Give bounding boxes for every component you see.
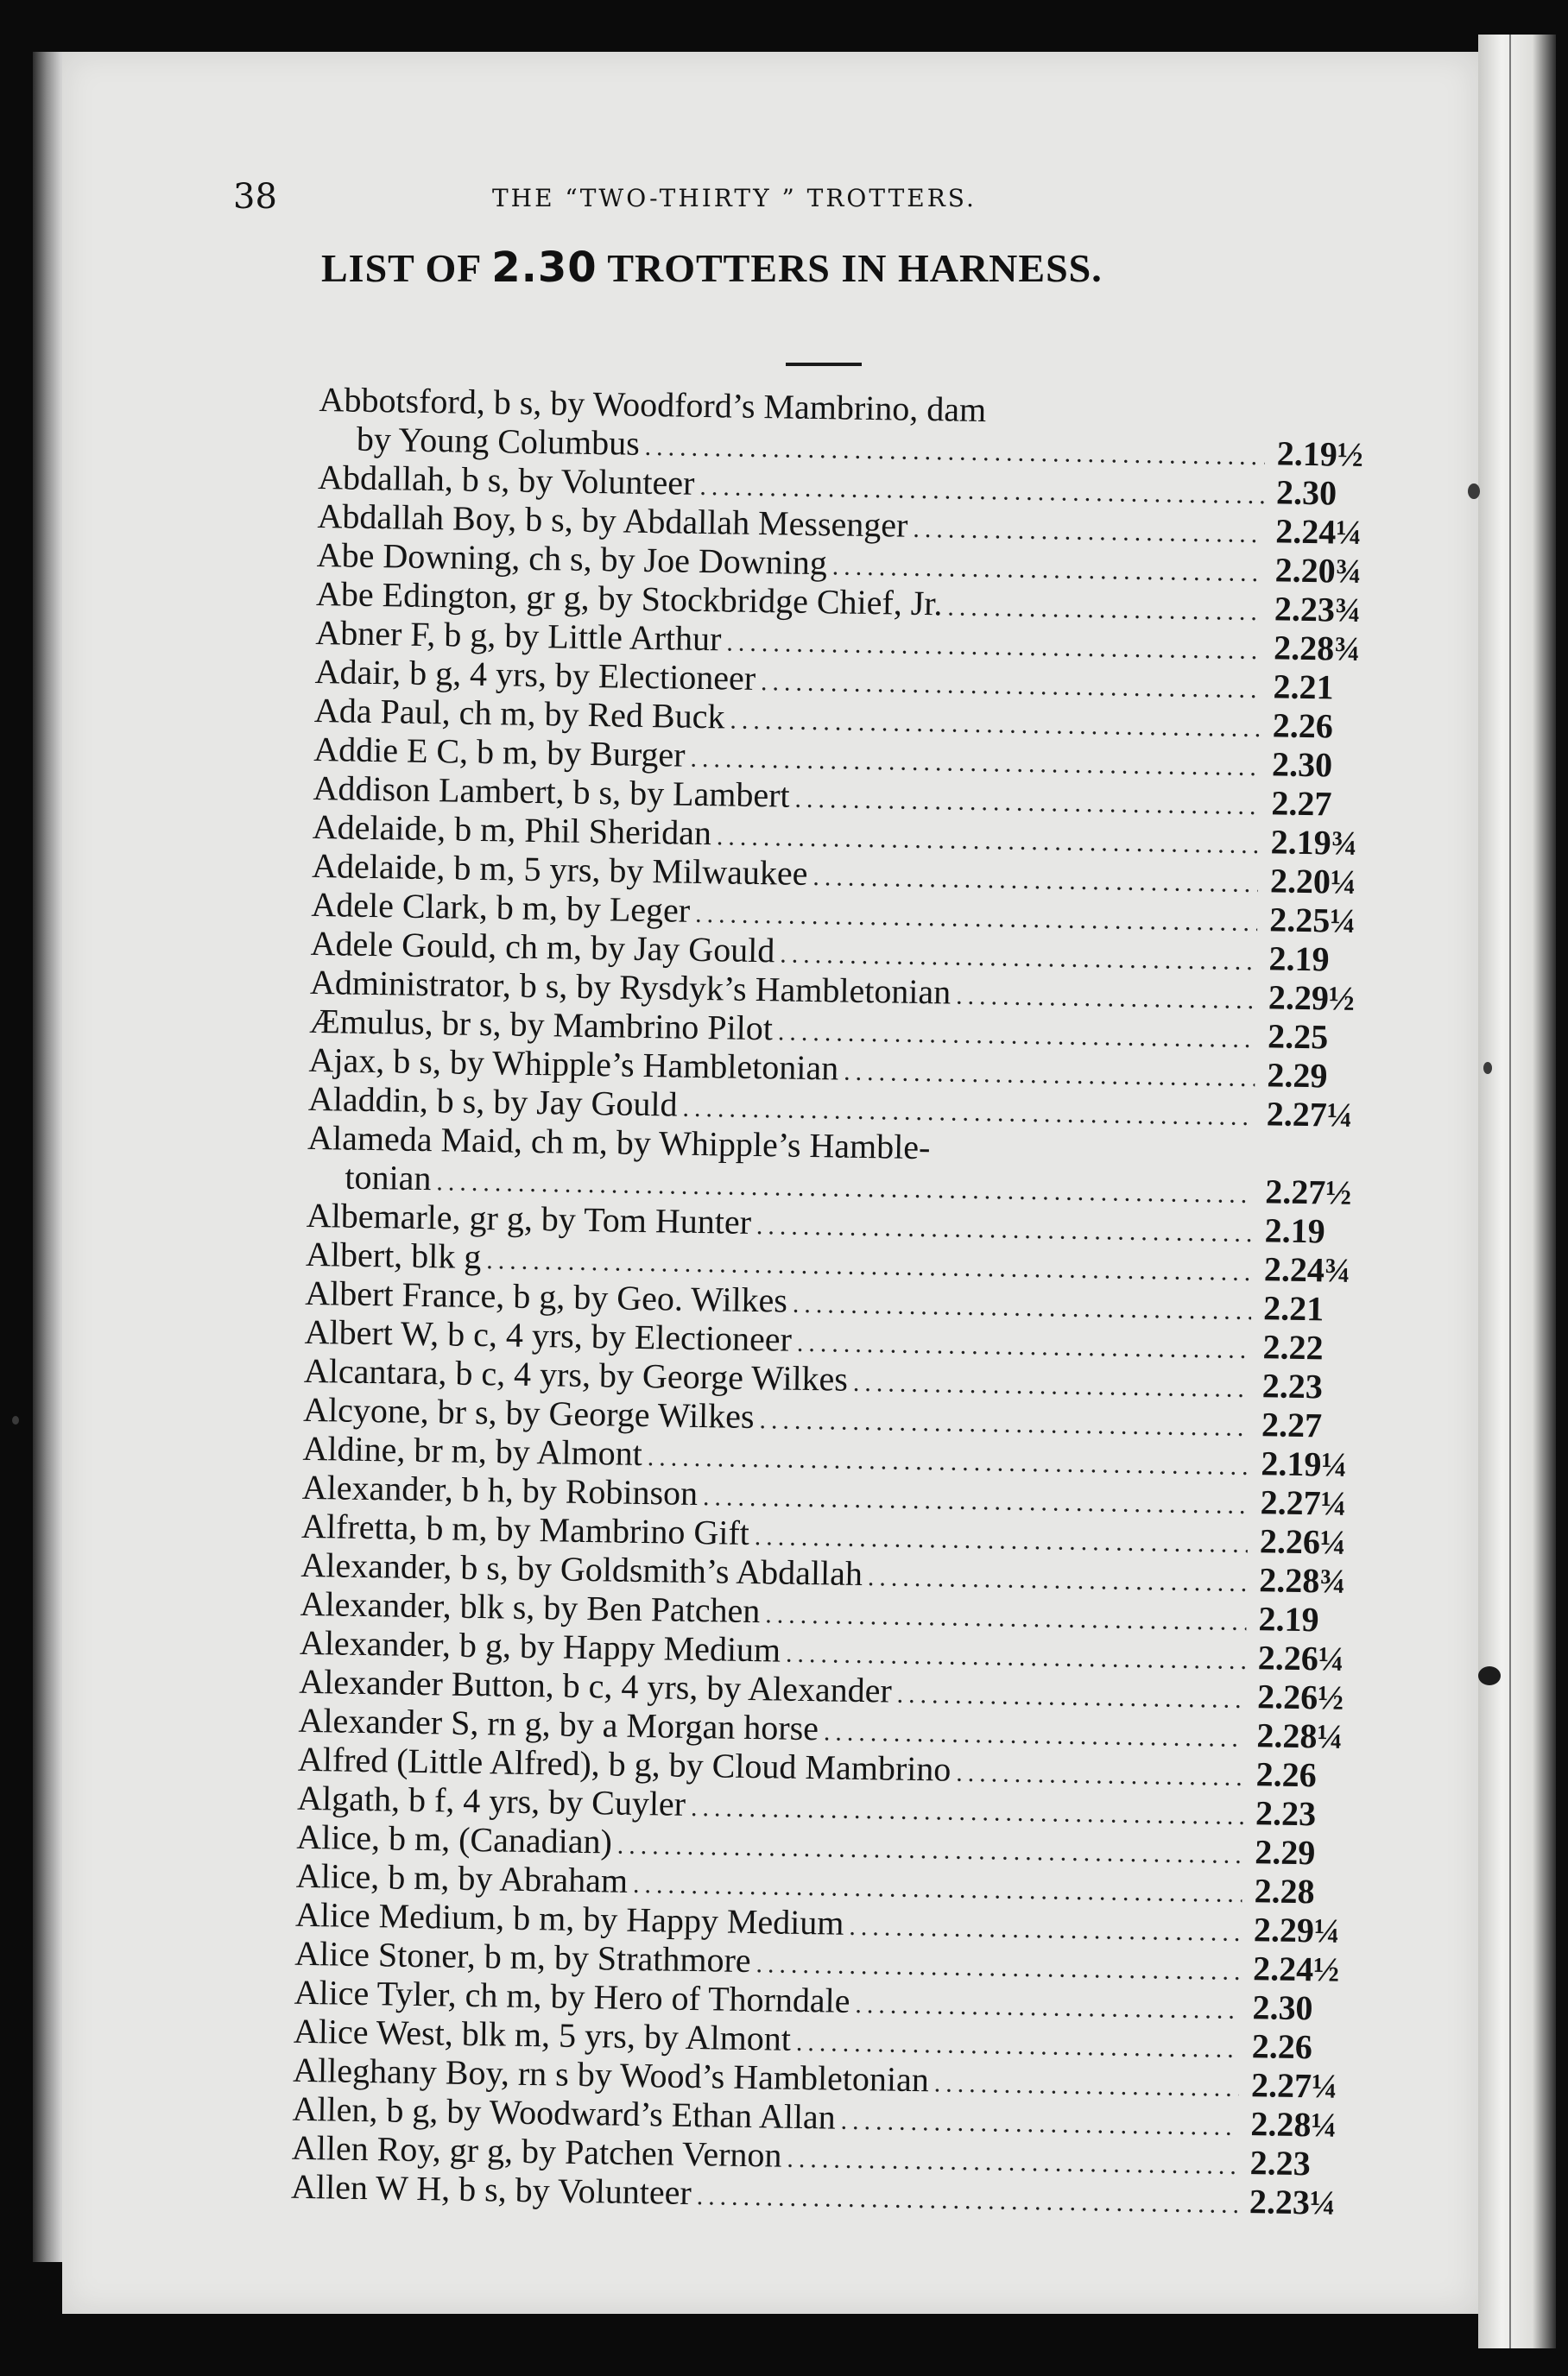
record-time: 2.24½ [1252,1949,1340,1989]
record-time: 2.23¾ [1274,589,1362,629]
record-time: 2.19¼ [1261,1444,1348,1484]
horse-entry-text: Allen, b g, by Woodward’s Ethan Allan [292,2088,837,2137]
horse-entry-text: Alice Medium, b m, by Happy Medium [294,1894,844,1943]
record-time: 2.21 [1273,667,1334,707]
record-time: 2.28¾ [1273,628,1361,668]
horse-entry-text: Abner F, b g, by Little Arthur [315,612,722,659]
horse-entry-text: Abe Downing, ch s, by Joe Downing [316,534,828,583]
record-time: 2.28 [1254,1871,1315,1912]
horse-entry-text: by Young Columbus [356,419,641,463]
record-time: 2.19 [1264,1210,1326,1251]
record-time: 2.25 [1267,1016,1329,1057]
record-time: 2.19 [1258,1599,1319,1640]
horse-entry-text: tonian [345,1157,432,1198]
horse-entry-text: Ada Paul, ch m, by Red Buck [313,690,725,736]
record-time: 2.26½ [1256,1677,1344,1717]
record-time: 2.23 [1261,1366,1324,1406]
horse-entry-text: Alleghany Boy, rn s by Wood’s Hambletonian [292,2050,930,2100]
record-time: 2.21 [1262,1288,1325,1329]
horse-entry-text: Alice Tyler, ch m, by Hero of Thorndale [294,1972,850,2020]
horse-entry-text: Alexander, blk s, by Ben Patchen [300,1583,761,1631]
horse-entry-text: Albemarle, gr g, by Tom Hunter [306,1195,752,1242]
record-time: 2.27¼ [1250,2065,1338,2106]
record-time: 2.19½ [1276,433,1364,474]
record-time: 2.28¼ [1250,2104,1337,2145]
horse-entry-text: Addie E C, b m, by Burger [313,729,686,774]
trotter-list [291,380,1381,2222]
horse-entry-text: Alexander Button, b c, 4 yrs, by Alexander [298,1661,893,1710]
horse-entry-text: Æmulus, br s, by Mambrino Pilot [308,1001,774,1048]
record-time: 2.29 [1255,1832,1316,1873]
horse-entry-text: Adele Gould, ch m, by Jay Gould [310,923,775,970]
horse-entry-text: Alexander, b g, by Happy Medium [299,1622,781,1670]
record-time: 2.29 [1267,1055,1328,1096]
horse-entry-text: Abdallah Boy, b s, by Abdallah Messenger [317,496,908,545]
horse-entry-text: Adelaide, b m, 5 yrs, by Milwaukee [311,845,808,893]
page-header [233,177,1252,229]
horse-entry-text: Abdallah, b s, by Volunteer [317,457,695,502]
horse-entry-text: Alice West, blk m, 5 yrs, by Almont [293,2011,792,2058]
horse-entry-text: Alice, b m, (Canadian) [296,1817,613,1861]
horse-entry-text: Alexander, b h, by Robinson [301,1467,699,1513]
horse-entry-text: Albert France, b g, by Geo. Wilkes [305,1273,788,1320]
horse-entry-text: Adele Clark, b m, by Leger [311,884,691,930]
record-time: 2.27½ [1265,1172,1352,1212]
horse-entry-text: Allen Roy, gr g, by Patchen Vernon [291,2127,782,2175]
running-title: THE “TWO-THIRTY ” TROTTERS. [492,184,977,212]
horse-entry-text: Aladdin, b s, by Jay Gould [307,1078,678,1124]
next-page-edge [1478,35,1556,2348]
page-number: 38 [233,177,277,217]
record-time: 2.20¾ [1274,550,1363,591]
horse-entry-text: Alice Stoner, b m, by Strathmore [294,1933,751,1981]
horse-entry-text: Aldine, br m, by Almont [302,1428,643,1474]
horse-entry-text: Algath, b f, 4 yrs, by Cuyler [296,1778,686,1823]
record-time: 2.27 [1271,783,1332,824]
list-title [321,243,1306,292]
record-time: 2.23¼ [1249,2182,1337,2222]
record-time: 2.28¾ [1258,1560,1346,1601]
horse-entry-text: Alcantara, b c, 4 yrs, by George Wilkes [303,1350,849,1399]
record-time: 2.28¼ [1256,1716,1344,1756]
record-time: 2.26 [1255,1754,1318,1795]
horse-entry-text: Allen W H, b s, by Volunteer [290,2166,692,2213]
record-time: 2.22 [1262,1327,1324,1368]
record-time: 2.20¼ [1269,861,1357,901]
list-title-suffix: TROTTERS IN HARNESS. [607,246,1103,290]
record-time: 2.19 [1268,938,1330,979]
list-title-number: 2.30 [491,243,597,292]
record-time: 2.25¼ [1268,900,1356,940]
record-time: 2.27¼ [1260,1482,1348,1523]
ink-speck [1478,1666,1501,1685]
horse-entry-text: Albert W, b c, 4 yrs, by Electioneer [304,1311,793,1359]
record-time: 2.29¼ [1253,1910,1341,1950]
horse-entry-text: Albert, blk g [305,1234,482,1277]
record-time: 2.23 [1255,1793,1317,1834]
record-time: 2.24¾ [1263,1249,1351,1290]
record-time: 2.24¼ [1275,511,1363,552]
horse-entry-text: Alexander S, rn g, by a Morgan horse [298,1700,819,1748]
horse-entry-text: Addison Lambert, b s, by Lambert [313,768,790,815]
horse-entry-text: Abbotsford, b s, by Woodford’s Mambrino, dam [319,380,987,430]
list-title-prefix: LIST OF [321,246,481,290]
ink-speck [1468,483,1480,499]
record-time: 2.27¼ [1266,1094,1354,1134]
record-time: 2.30 [1275,472,1337,513]
horse-entry-text: Alameda Maid, ch m, by Whipple’s Hamble- [307,1117,931,1167]
horse-entry-text: Administrator, b s, by Rysdyk’s Hambletonian [309,962,952,1012]
ink-speck [12,1416,19,1425]
ink-speck [1483,1062,1492,1074]
horse-entry-text: Alfretta, b m, by Mambrino Gift [300,1506,750,1552]
horse-entry-text: Alexander, b s, by Goldsmith’s Abdallah [300,1545,863,1594]
horse-entry-text: Adair, b g, 4 yrs, by Electioneer [314,651,756,698]
record-time: 2.26 [1272,705,1334,746]
record-time: 2.26 [1251,2026,1313,2067]
horse-entry-text: Alfred (Little Alfred), b g, by Cloud Mambrino [297,1739,952,1789]
record-time: 2.26¼ [1259,1521,1347,1562]
horse-entry-text: Alice, b m, by Abraham [295,1855,629,1900]
horse-entry-text: Ajax, b s, by Whipple’s Hambletonian [308,1040,839,1088]
record-time: 2.26¼ [1257,1638,1345,1678]
record-time: 2.23 [1249,2143,1312,2183]
horse-entry-text: Adelaide, b m, Phil Sheridan [312,806,712,853]
horse-entry-text: Alcyone, br s, by George Wilkes [302,1389,755,1437]
record-time: 2.27 [1261,1405,1323,1445]
record-time: 2.30 [1271,744,1333,785]
record-time: 2.19¾ [1270,822,1358,863]
title-rule [786,363,862,366]
record-time: 2.29½ [1268,977,1356,1018]
record-time: 2.30 [1252,1987,1313,2028]
horse-entry-text: Abe Edington, gr g, by Stockbridge Chief, Jr. [315,573,943,623]
